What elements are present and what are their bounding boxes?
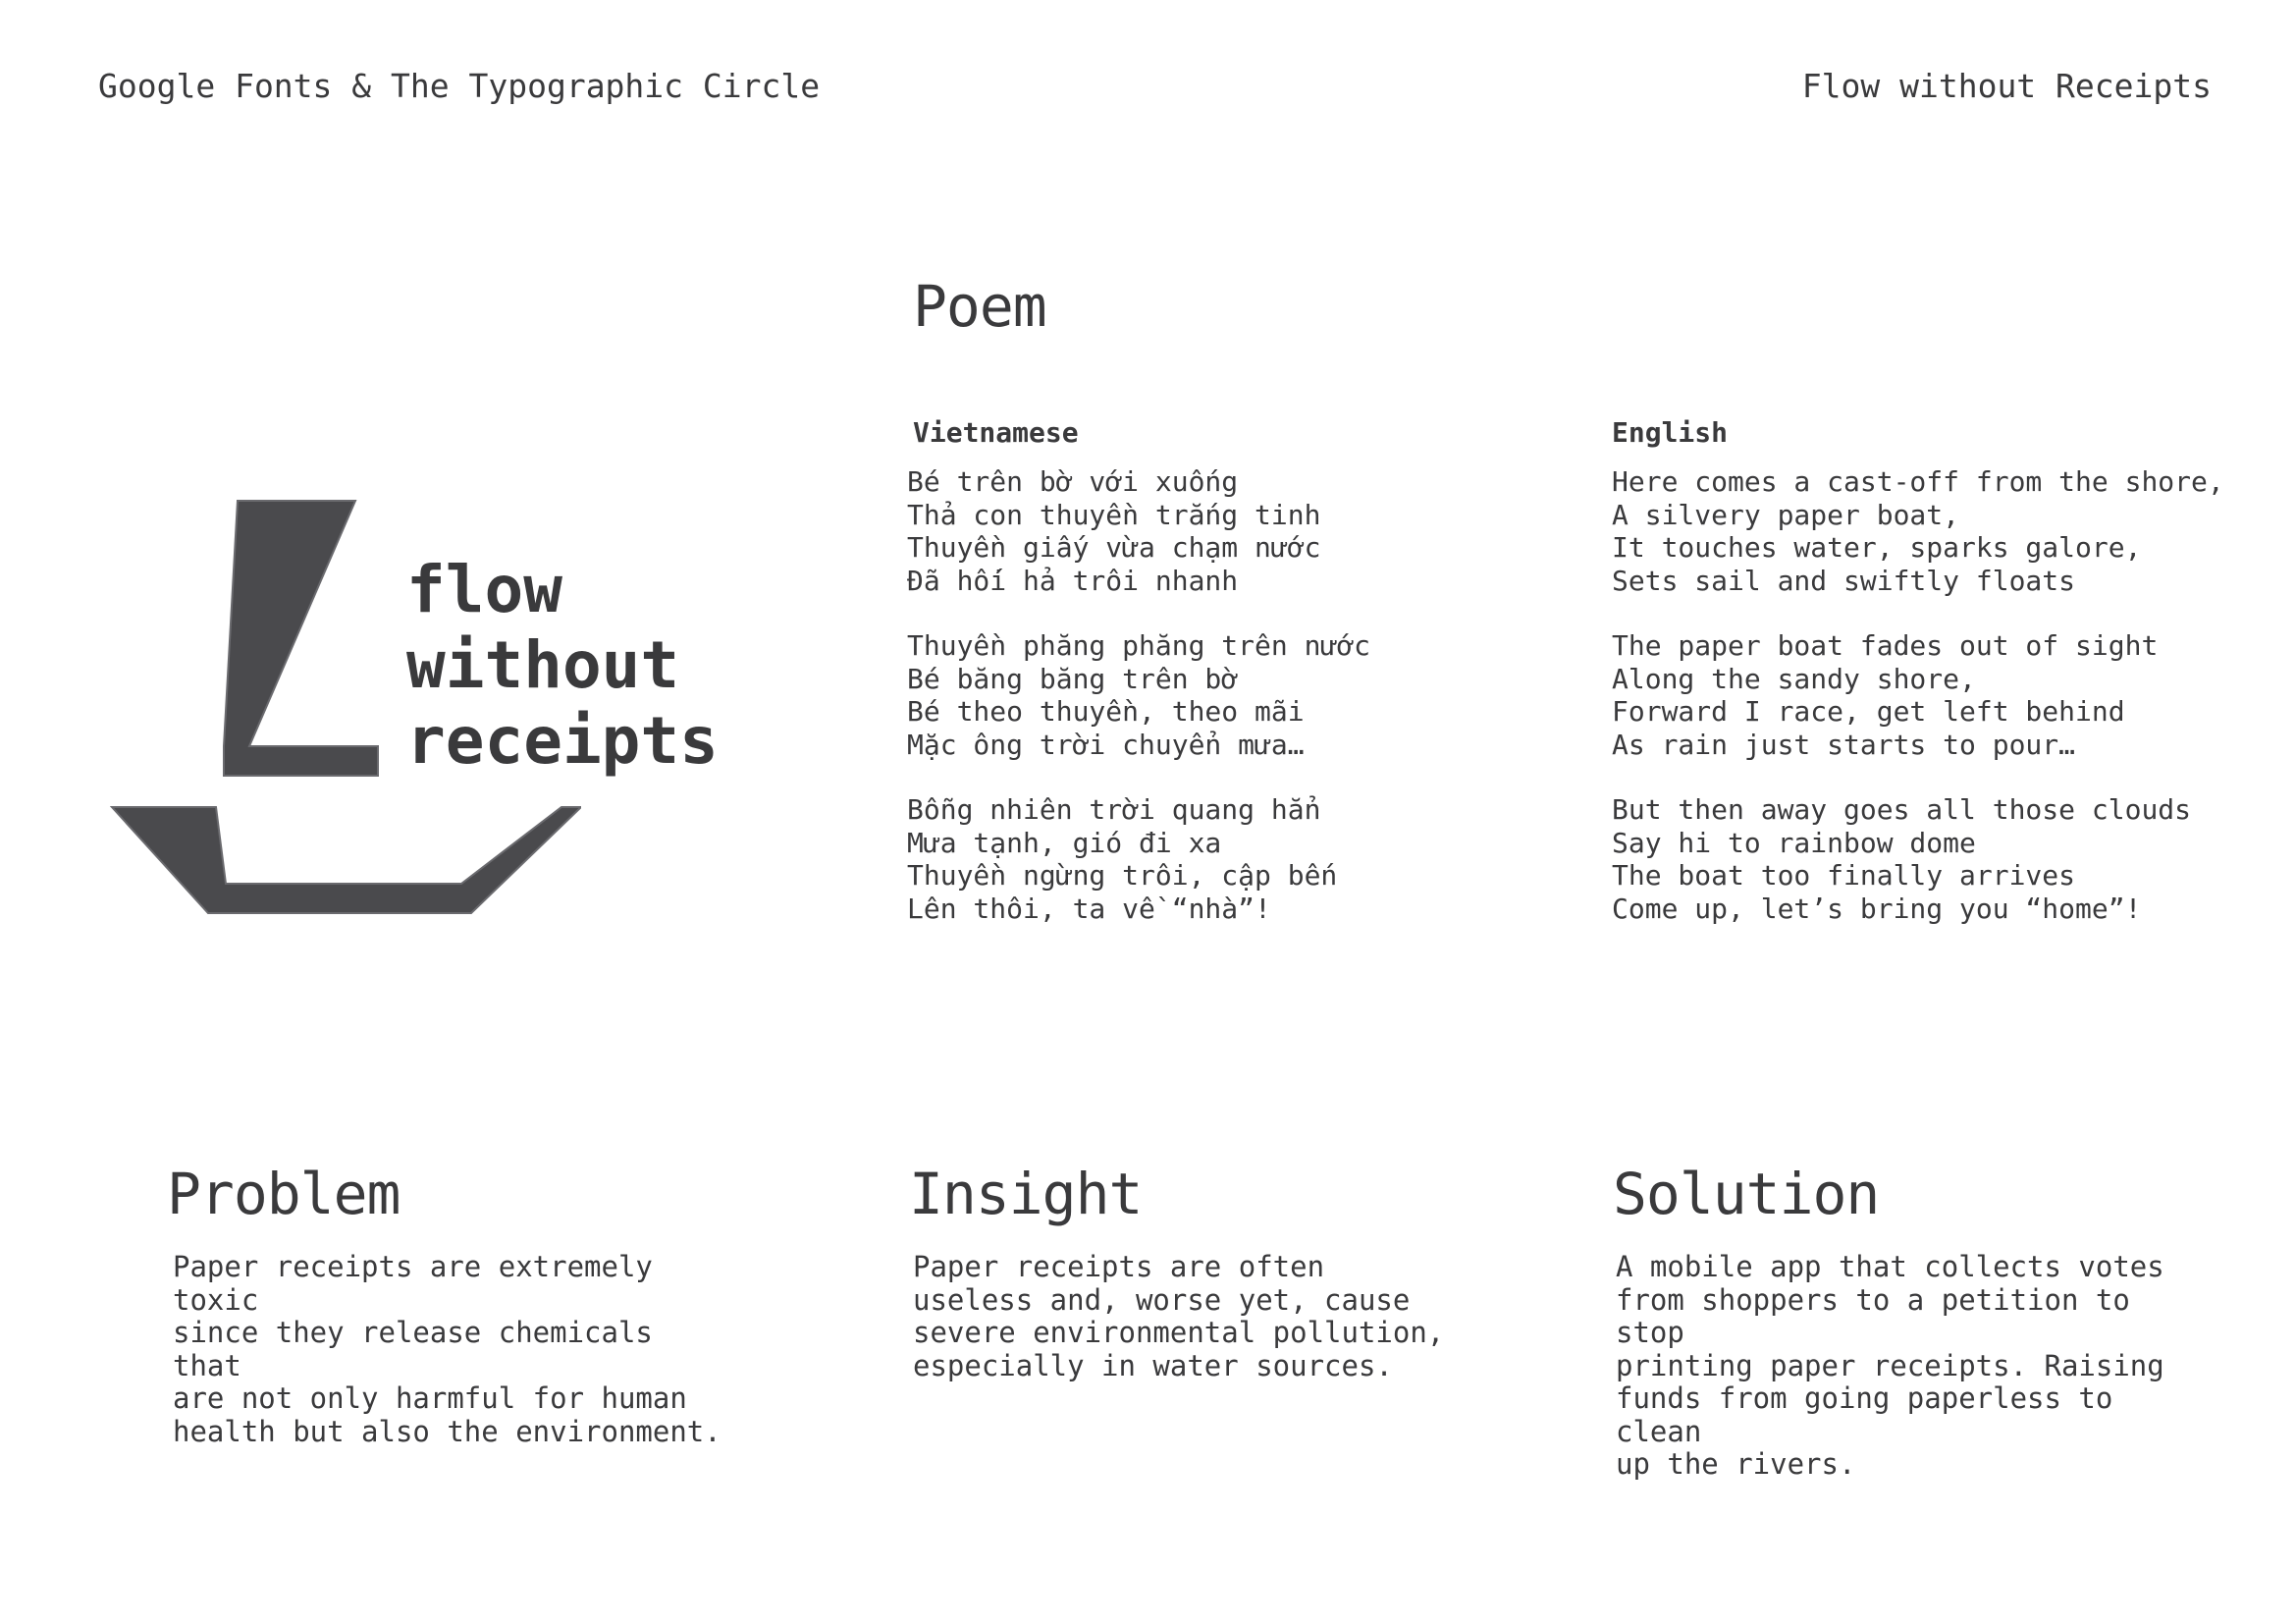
logo-line: receipts xyxy=(406,703,719,779)
english-poem xyxy=(1612,465,2224,957)
poem-line: As rain just starts to pour… xyxy=(1612,728,2076,761)
poem-line: Lên thôi, ta về “nhà”! xyxy=(907,892,1271,925)
poem-line: Thuyền ngừng trôi, cập bến xyxy=(907,859,1338,892)
poem-line: The paper boat fades out of sight xyxy=(1612,629,2159,662)
poem-line: Bỗng nhiên trời quang hẳn xyxy=(907,793,1321,826)
poem-line: But then away goes all those clouds xyxy=(1612,793,2192,826)
poem-line: Along the sandy shore, xyxy=(1612,662,1976,695)
solution-title: Solution xyxy=(1613,1161,1880,1227)
poem-line: Come up, let’s bring you “home”! xyxy=(1612,892,2142,925)
insight-body: Paper receipts are often useless and, worse yet, cause severe environmental pollution, especially in water sources. xyxy=(913,1250,1445,1382)
problem-body: Paper receipts are extremely toxic since they release chemicals that are not only harmful for human health but also the environment. xyxy=(173,1250,721,1448)
boat-sail-shape xyxy=(224,501,378,776)
vietnamese-poem xyxy=(907,465,1370,957)
vietnamese-label: Vietnamese xyxy=(913,416,1079,449)
header-right-text: Flow without Receipts xyxy=(1801,67,2212,105)
header-left-text: Google Fonts & The Typographic Circle xyxy=(98,67,821,105)
poem-line: A silvery paper boat, xyxy=(1612,498,1960,531)
boat-hull-shape xyxy=(112,807,581,913)
poem-stanza xyxy=(1612,465,2224,597)
poem-line: Thả con thuyền trắng tinh xyxy=(907,498,1321,531)
poem-line: Bé theo thuyền, theo mãi xyxy=(907,695,1305,728)
poem-line: The boat too finally arrives xyxy=(1612,859,2076,892)
poem-line: Bé băng băng trên bờ xyxy=(907,662,1239,695)
poem-line: Forward I race, get left behind xyxy=(1612,695,2125,728)
poem-line: Say hi to rainbow dome xyxy=(1612,826,1976,859)
logo-wordmark xyxy=(406,552,719,779)
poem-line: Here comes a cast-off from the shore, xyxy=(1612,465,2224,498)
poem-line: Mưa tạnh, gió đi xa xyxy=(907,826,1222,859)
poem-line: It touches water, sparks galore, xyxy=(1612,531,2142,564)
poem-stanza xyxy=(907,629,1370,761)
poem-line: Bé trên bờ với xuống xyxy=(907,465,1239,498)
logo-line: without xyxy=(406,627,680,703)
english-label: English xyxy=(1612,416,1729,449)
poem-line: Thuyền phăng phăng trên nước xyxy=(907,629,1371,662)
poem-stanza xyxy=(907,793,1370,925)
poem-line: Mặc ông trời chuyển mưa… xyxy=(907,728,1305,761)
solution-body: A mobile app that collects votes from shoppers to a petition to stop printing paper receipts. Raising funds from going paperless to clean up the rivers. xyxy=(1616,1250,2164,1481)
poem-line: Sets sail and swiftly floats xyxy=(1612,564,2076,597)
poem-stanza xyxy=(1612,629,2224,761)
poem-line: Đã hối hả trôi nhanh xyxy=(907,564,1239,597)
problem-title: Problem xyxy=(167,1161,400,1227)
logo-line: flow xyxy=(406,552,562,627)
poem-line: Thuyền giấy vừa chạm nước xyxy=(907,531,1321,564)
poem-stanza xyxy=(907,465,1370,597)
poem-title: Poem xyxy=(913,273,1046,340)
insight-title: Insight xyxy=(909,1161,1143,1227)
poem-stanza xyxy=(1612,793,2224,925)
